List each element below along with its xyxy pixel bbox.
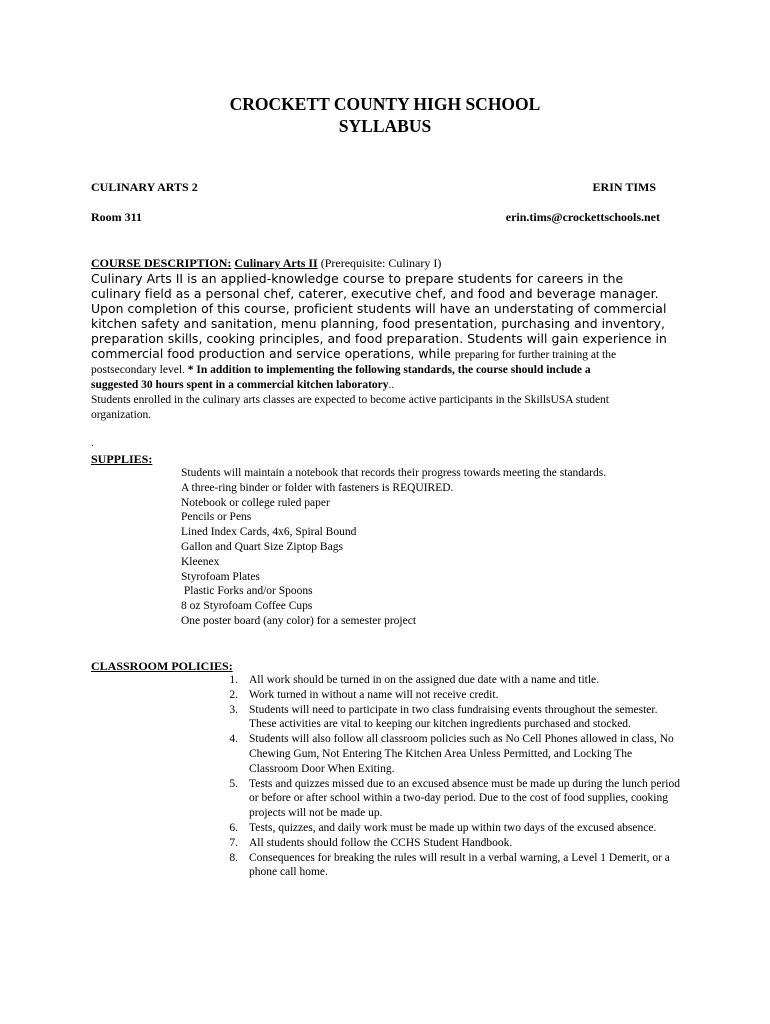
policy-text: Tests, quizzes, and daily work must be made up within two days of the excused absence. <box>249 821 657 834</box>
description-text: .. <box>388 379 395 391</box>
policy-number: 1. <box>229 674 238 686</box>
policy-item <box>222 851 682 881</box>
description-line <box>91 378 691 393</box>
supply-item: A three-ring binder or folder with fasteners is REQUIRED. <box>181 481 454 494</box>
policy-number: 5. <box>229 777 238 790</box>
description-text: commercial food production and service operations, while <box>91 346 455 361</box>
description-line: preparation skills, cooking principles, and food preparation. Students will gain experience in <box>91 331 667 346</box>
supply-item: Students will maintain a notebook that records their progress towards meeting the standards. <box>181 467 607 479</box>
policy-item <box>222 703 682 733</box>
policy-number: 6. <box>229 821 238 834</box>
policy-item <box>222 836 682 851</box>
policy-item <box>222 673 682 688</box>
supply-item: Styrofoam Plates <box>181 570 260 583</box>
policies-list <box>222 673 682 880</box>
school-title: CROCKETT COUNTY HIGH SCHOOL <box>229 94 541 114</box>
policy-number: 2. <box>229 688 238 701</box>
supply-item: One poster board (any color) for a semester project <box>181 614 417 627</box>
policy-text: All work should be turned in on the assigned due date with a name and title. <box>249 674 600 686</box>
policy-text: Students will also follow all classroom policies such as No Cell Phones allowed in class, No Chewing Gum, Not Entering The Kitchen Area Unless Permitted, and Locking The Classroom Door When Exiting. <box>249 733 674 775</box>
description-line <box>91 346 691 363</box>
supply-item: Kleenex <box>181 555 220 568</box>
description-line <box>91 363 691 378</box>
policies-heading: CLASSROOM POLICIES: <box>91 659 233 673</box>
lab-requirement-text: * In addition to implementing the following standards, the course should include a <box>187 364 591 376</box>
policy-text: Consequences for breaking the rules will result in a verbal warning, a Level 1 Demerit, or a phone call home. <box>249 851 670 879</box>
skillsusa-note: Students enrolled in the culinary arts classes are expected to become active participants in the SkillsUSA student <box>91 394 609 406</box>
policy-item <box>222 688 682 703</box>
course-name: CULINARY ARTS 2 <box>91 180 198 194</box>
room-number: Room 311 <box>91 210 142 224</box>
policy-text: Students will need to participate in two class fundraising events throughout the semester. These activities are vital to keeping our kitchen ingredients purchased and stocked. <box>249 703 658 731</box>
policy-text: Work turned in without a name will not receive credit. <box>249 688 499 701</box>
skillsusa-note: organization. <box>91 409 152 421</box>
supplies-list <box>181 466 606 629</box>
stray-period: . <box>91 437 94 449</box>
description-label: COURSE DESCRIPTION: <box>91 256 232 270</box>
supplies-heading: SUPPLIES: <box>91 452 153 466</box>
description-line: Upon completion of this course, proficient students will have an understating of commercial <box>91 301 667 316</box>
description-course: Culinary Arts II <box>234 256 318 270</box>
policy-number: 8. <box>229 851 238 864</box>
supply-item: Lined Index Cards, 4x6, Spiral Bound <box>181 526 357 539</box>
description-text: postsecondary level. <box>91 364 188 376</box>
policy-item <box>222 821 682 836</box>
supply-item: Pencils or Pens <box>181 511 252 524</box>
teacher-name: ERIN TIMS <box>592 180 656 194</box>
policy-item <box>222 732 682 776</box>
supply-item: Gallon and Quart Size Ziptop Bags <box>181 540 343 553</box>
policy-number: 7. <box>229 836 238 849</box>
description-heading <box>91 256 691 271</box>
document-title: SYLLABUS <box>338 116 432 136</box>
description-line: culinary field as a personal chef, caterer, executive chef, and food and beverage manager. <box>91 286 659 301</box>
policy-text: Tests and quizzes missed due to an excused absence must be made up during the lunch period or before or after school within a two-day period. Due to the cost of food supplies, cooking projects will not be made up. <box>249 777 680 820</box>
policy-number: 4. <box>229 733 238 746</box>
prerequisite: (Prerequisite: Culinary I) <box>317 256 442 270</box>
teacher-email: erin.tims@crockettschools.net <box>505 210 660 224</box>
policy-number: 3. <box>229 703 238 716</box>
policy-item <box>222 777 682 821</box>
supply-item: Plastic Forks and/or Spoons <box>181 585 313 598</box>
supply-item: 8 oz Styrofoam Coffee Cups <box>181 600 313 613</box>
course-description <box>91 256 691 423</box>
lab-requirement-text: suggested 30 hours spent in a commercial kitchen laboratory <box>91 379 389 391</box>
description-line: Culinary Arts II is an applied-knowledge course to prepare students for careers in the <box>91 271 624 286</box>
supply-item: Notebook or college ruled paper <box>181 496 330 509</box>
description-text: preparing for further training at the <box>454 349 617 361</box>
policy-text: All students should follow the CCHS Student Handbook. <box>249 836 513 849</box>
description-line: kitchen safety and sanitation, menu planning, food presentation, purchasing and inventory, <box>91 316 666 331</box>
